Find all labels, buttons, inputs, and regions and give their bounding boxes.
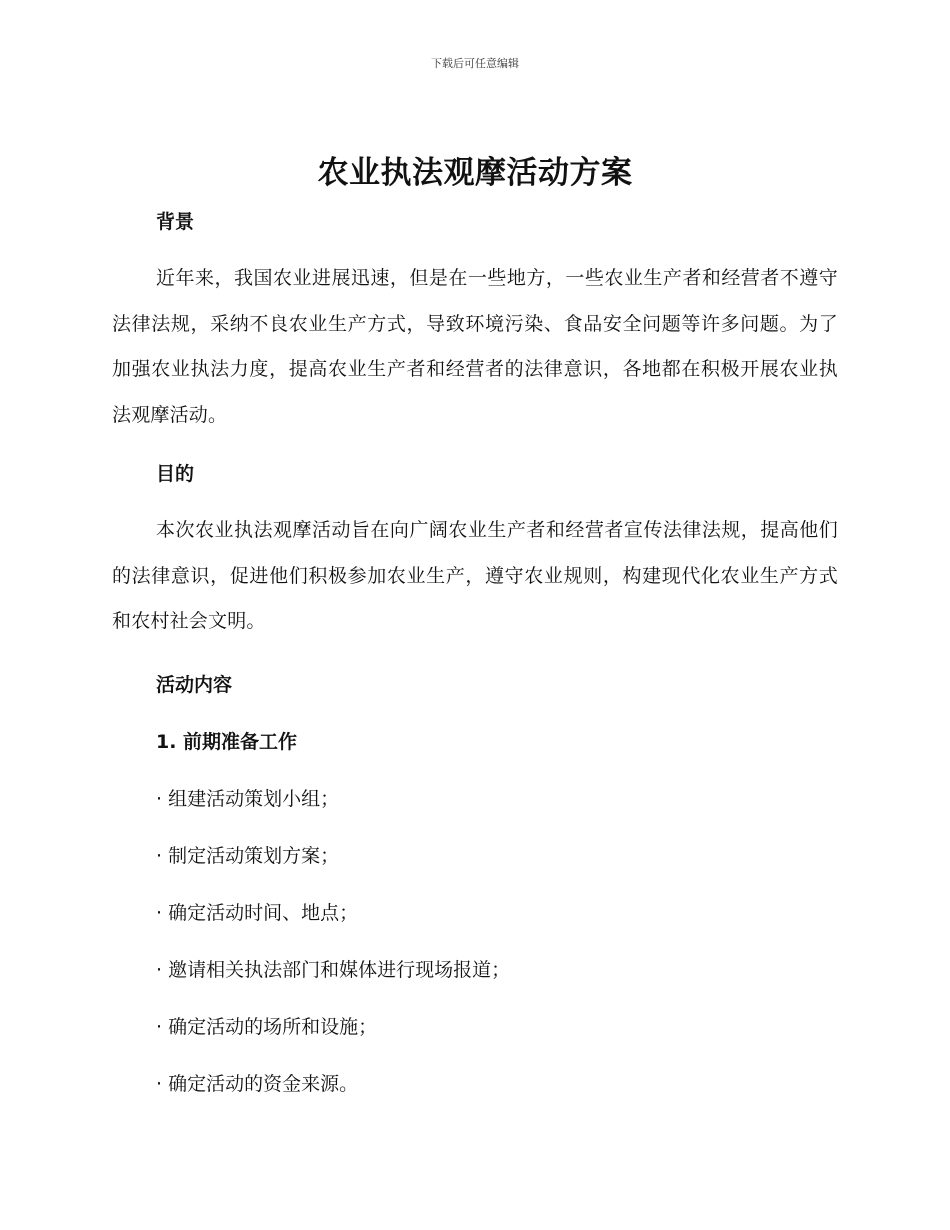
list-item: · 组建活动策划小组； — [156, 787, 340, 810]
list-item: · 确定活动的资金来源。 — [156, 1072, 359, 1095]
list-item: · 确定活动的场所和设施； — [156, 1015, 378, 1038]
purpose-paragraph: 本次农业执法观摩活动旨在向广阔农业生产者和经营者宣传法律法规，提高他们的法律意识，促进他们积极参加农业生产，遵守农业规则，构建现代化农业生产方式和农村社会文明。 — [112, 519, 838, 632]
section-heading-purpose: 目的 — [156, 463, 195, 485]
document-title: 农业执法观摩活动方案 — [317, 155, 633, 191]
section-heading-content: 活动内容 — [156, 673, 233, 696]
header-note: 下载后可任意编辑 — [431, 57, 519, 70]
subsection-heading-preparation: 1. 前期准备工作 — [156, 730, 298, 753]
list-item: · 制定活动策划方案； — [156, 844, 340, 867]
document-body — [112, 200, 838, 1113]
background-paragraph: 近年来，我国农业进展迅速，但是在一些地方，一些农业生产者和经营者不遵守法律法规，采纳不良农业生产方式，导致环境污染、食品安全问题等许多问题。为了加强农业执法力度，提高农业生产者和经营者的法律意识，各地都在积极开展农业执法观摩活动。 — [112, 267, 838, 426]
list-item: · 确定活动时间、地点； — [156, 901, 359, 924]
list-item: · 邀请相关执法部门和媒体进行现场报道； — [156, 958, 511, 981]
section-heading-background: 背景 — [156, 211, 195, 233]
